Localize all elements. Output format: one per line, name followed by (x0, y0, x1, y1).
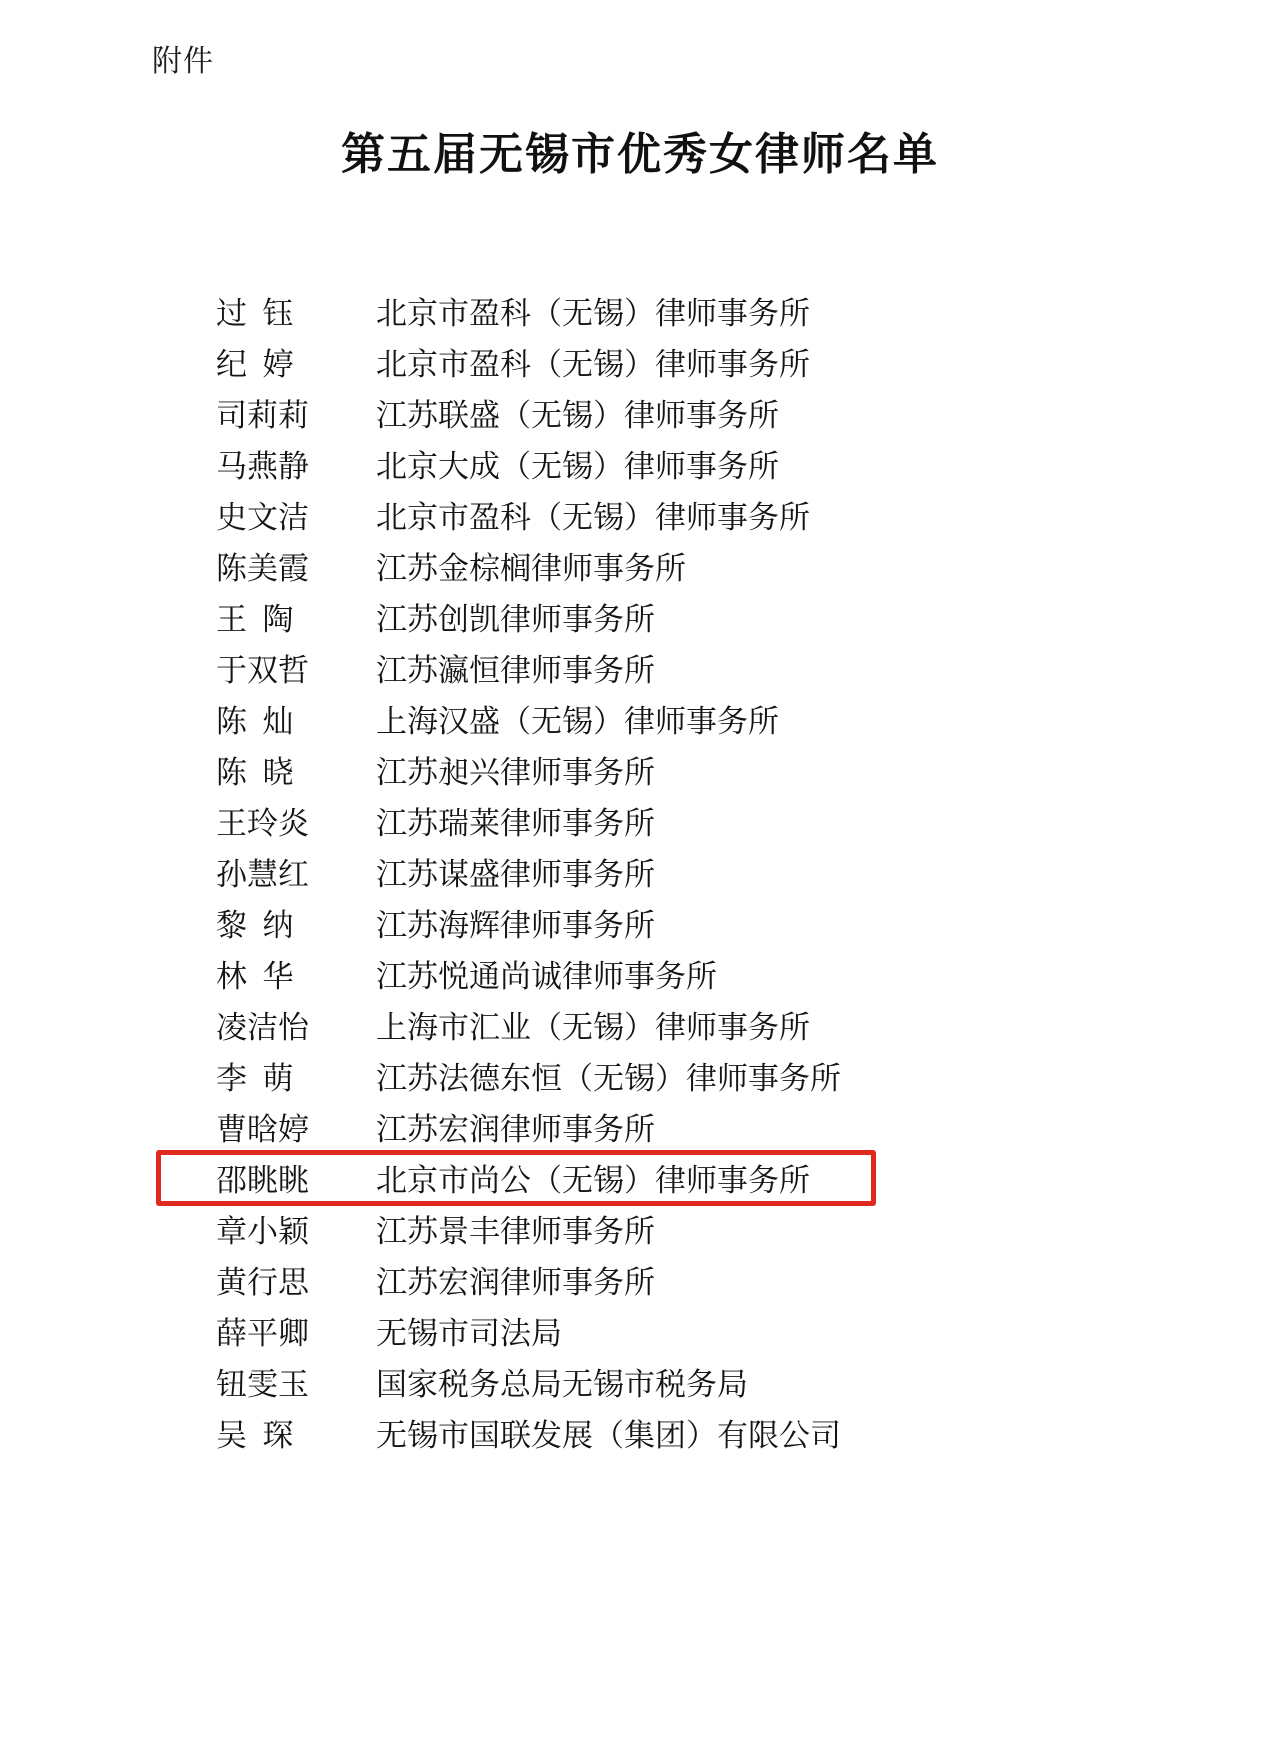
lawyer-name: 吴 琛 (216, 1418, 294, 1453)
lawyer-name: 黄行思 (216, 1265, 309, 1300)
list-item (0, 1050, 1280, 1101)
lawyer-firm: 国家税务总局无锡市税务局 (376, 1367, 748, 1402)
lawyer-firm: 江苏海辉律师事务所 (376, 908, 655, 943)
lawyer-firm: 江苏创凯律师事务所 (376, 602, 655, 637)
list-item (0, 285, 1280, 336)
lawyer-name: 李 萌 (216, 1061, 294, 1096)
list-item (0, 540, 1280, 591)
lawyer-firm: 江苏瀛恒律师事务所 (376, 653, 655, 688)
list-item (0, 1356, 1280, 1407)
list-item (0, 1203, 1280, 1254)
lawyer-firm: 江苏瑞莱律师事务所 (376, 806, 655, 841)
lawyer-name: 章小颖 (216, 1214, 309, 1249)
list-item (0, 387, 1280, 438)
lawyer-firm: 北京市盈科（无锡）律师事务所 (376, 500, 810, 535)
lawyer-firm: 江苏宏润律师事务所 (376, 1265, 655, 1300)
list-item (0, 1254, 1280, 1305)
lawyer-name: 钮雯玉 (216, 1367, 309, 1402)
lawyer-firm: 江苏昶兴律师事务所 (376, 755, 655, 790)
lawyer-name: 凌洁怡 (216, 1010, 309, 1045)
list-item (0, 948, 1280, 999)
lawyer-firm: 无锡市国联发展（集团）有限公司 (376, 1418, 841, 1453)
list-item (0, 1152, 1280, 1203)
lawyer-name: 王 陶 (216, 602, 294, 637)
lawyer-name: 司莉莉 (216, 398, 309, 433)
lawyer-firm: 北京大成（无锡）律师事务所 (376, 449, 779, 484)
lawyer-name: 马燕静 (216, 449, 309, 484)
lawyer-firm: 江苏联盛（无锡）律师事务所 (376, 398, 779, 433)
list-item (0, 489, 1280, 540)
list-item (0, 336, 1280, 387)
list-item (0, 1407, 1280, 1458)
lawyer-name: 陈 晓 (216, 755, 294, 790)
page-title: 第五届无锡市优秀女律师名单 (341, 130, 939, 179)
lawyer-name: 孙慧红 (216, 857, 309, 892)
lawyer-name: 纪 婷 (216, 347, 294, 382)
lawyer-name: 过 钰 (216, 296, 294, 331)
list-item (0, 693, 1280, 744)
list-item (0, 846, 1280, 897)
lawyer-firm: 江苏宏润律师事务所 (376, 1112, 655, 1147)
lawyer-firm: 江苏法德东恒（无锡）律师事务所 (376, 1061, 841, 1096)
lawyer-name: 王玲炎 (216, 806, 309, 841)
list-item (0, 591, 1280, 642)
list-item (0, 795, 1280, 846)
lawyer-firm: 江苏悦通尚诚律师事务所 (376, 959, 717, 994)
lawyer-name: 陈 灿 (216, 704, 294, 739)
list-item (0, 438, 1280, 489)
list-item (0, 897, 1280, 948)
lawyer-firm: 北京市尚公（无锡）律师事务所 (376, 1163, 810, 1198)
lawyer-list (0, 285, 1280, 1458)
lawyer-name: 陈美霞 (216, 551, 309, 586)
list-item (0, 999, 1280, 1050)
lawyer-name: 邵眺眺 (216, 1163, 309, 1198)
lawyer-name: 林 华 (216, 959, 294, 994)
list-item (0, 1101, 1280, 1152)
lawyer-firm: 北京市盈科（无锡）律师事务所 (376, 347, 810, 382)
lawyer-firm: 上海市汇业（无锡）律师事务所 (376, 1010, 810, 1045)
list-item (0, 1305, 1280, 1356)
lawyer-firm: 上海汉盛（无锡）律师事务所 (376, 704, 779, 739)
lawyer-firm: 北京市盈科（无锡）律师事务所 (376, 296, 810, 331)
lawyer-firm: 江苏景丰律师事务所 (376, 1214, 655, 1249)
lawyer-firm: 无锡市司法局 (376, 1316, 562, 1351)
lawyer-name: 黎 纳 (216, 908, 294, 943)
lawyer-name: 于双哲 (216, 653, 309, 688)
lawyer-firm: 江苏谋盛律师事务所 (376, 857, 655, 892)
lawyer-firm: 江苏金棕榈律师事务所 (376, 551, 686, 586)
lawyer-name: 史文洁 (216, 500, 309, 535)
list-item (0, 642, 1280, 693)
lawyer-name: 曹晗婷 (216, 1112, 309, 1147)
lawyer-name: 薛平卿 (216, 1316, 309, 1351)
attachment-label: 附件 (152, 45, 214, 78)
list-item (0, 744, 1280, 795)
